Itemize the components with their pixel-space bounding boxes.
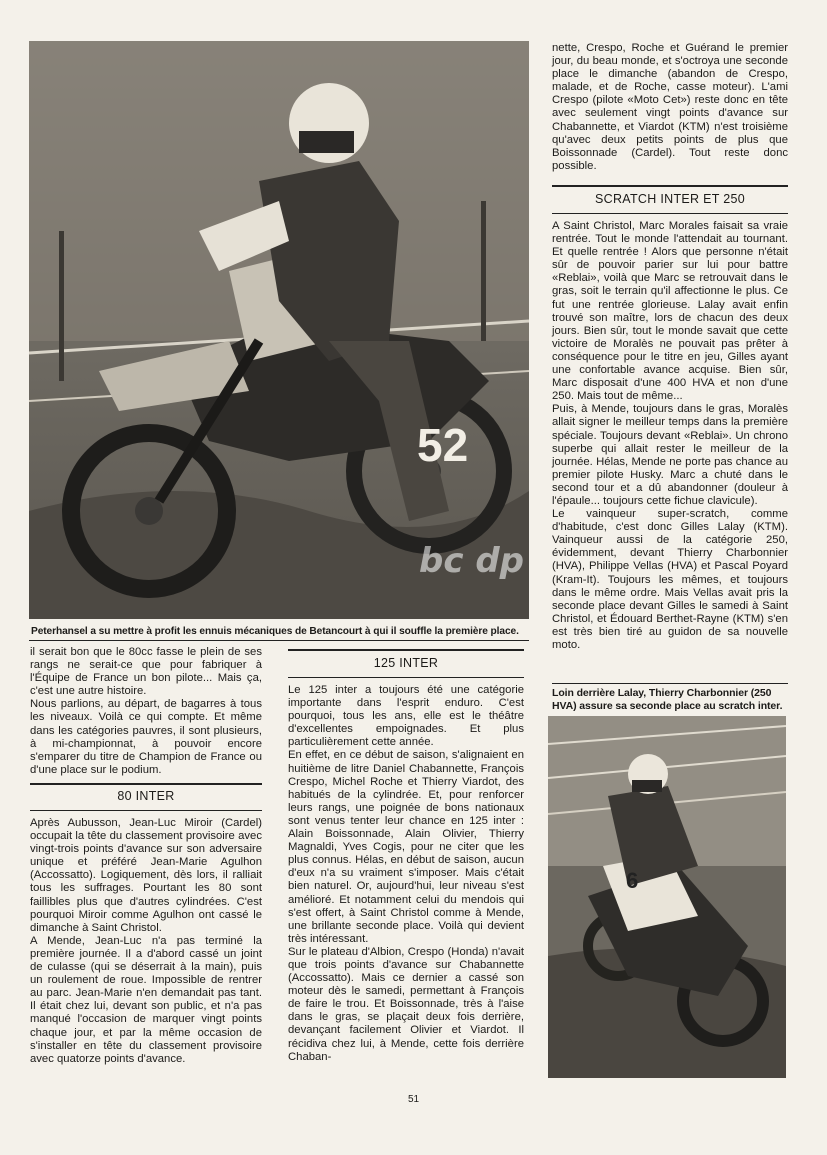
column-3-body [552,220,788,652]
heading-scratch-inter-250: SCRATCH INTER ET 250 [594,192,745,206]
plate-number-bottom: 6 [626,868,639,893]
paragraph: Le vainqueur super-scratch, comme d'habitude, c'est donc Gilles Lalay (KTM). Vainqueur aussi de la catégorie 250, évidemment, devant Thierry Charbonnier (HVA), Philippe Vellas (HVA) et Pascal Poyard (Kram-It). Toujours les mêmes, et toujours dans le même ordre. Mais Vellas avait pris la seconde place devant Gilles le samedi à Saint Christol, et Édouard Berthet-Rayne (KTM) s'en est très bien tiré au guidon de sa nouvelle moto. [552,508,788,651]
column-1-intro [30,646,262,777]
heading-rule-top [288,649,524,651]
paragraph: nette, Crespo, Roche et Guérand le premier jour, du beau monde, et s'octroya une seconde place le dimanche (abandon de Crespo, malade, et de Roche, casse moteur). L'ami Crespo (pilote «Moto Cet») reste donc en tête avec seulement vingt points d'avance sur Chabannette, et Viardot (KTM) n'est troisième qu'avec deux petits points de plus que Boissonnade (Cardel). Tout reste donc possible. [552,42,788,172]
heading-rule-bottom [30,810,262,811]
paragraph: En effet, en ce début de saison, s'alignaient en huitième de litre Daniel Chabannette, François Crespo, Michel Roche et Thierry Viardot, des habitués de la cylindrée. Et, pour renforcer leurs rangs, une poignée de bons nationaux sont venus tenter leur chance en 125 inter : Alain Boissonnade, Alain Olivier, Thierry Magnaldi, Yves Cogis, pour ne citer que les plus connus. Hélas, en début de saison, aucun d'eux n'a su vraiment s'imposer. Mais c'était bien naturel. Or, aujourd'hui, leur niveau s'est amélioré. Et notamment celui du mendois qui s'est offert, à Saint Christol comme à Mende, une brillante seconde place. Voilà qui devient très intéressant. [288,749,524,945]
heading-rule-bottom [552,213,788,214]
paragraph: Après Aubusson, Jean-Luc Miroir (Cardel) occupait la tête du classement provisoire avec vingt-trois points d'avance sur son adversaire unique et préféré Jean-Marie Agulhon (Accossatto). Logiquement, dès lors, il ralliait tous les suffrages. Pourtant les 80 sont faillibles plus que d'autres cylindrées. C'est pourquoi Miroir comme Agulhon ont cassé le dimanche à Saint Christol. [30,817,262,934]
paragraph: Nous parlions, au départ, de bagarres à tous les niveaux. Voilà ce qui compte. Et même dans les catégories pauvres, il sont plusieurs, à mi-championnat, à pouvoir encore s'emparer du titre de Champion de France ou d'une place sur le podium. [30,698,262,776]
page-number: 51 [407,1094,420,1105]
paragraph: A Saint Christol, Marc Morales faisait sa vraie rentrée. Tout le monde l'attendait au tournant. Et quelle rentrée ! Alors que personne n'était sûr de pouvoir parier sur lui pour battre «Reblai», voilà que Marc se retrouvait dans le gras, soit le terrain qu'il affectionne le plus. Ce fut une rentrée glorieuse. Lalay avait enfin trouvé son maître, lors de chacun des deux jours. Bien sûr, tout le monde savait que cette victoire de Moralès ne pouvait pas prêter à conséquence pour le titre en jeu, Gilles ayant une confortable avance acquise. Bien sûr, Marc disposait d'une 400 HVA et non d'une 250. Mais tout de même... [552,220,788,403]
paragraph: il serait bon que le 80cc fasse le plein de ses rangs ne serait-ce que pour fabriquer à l'Équipe de France un bon pilote... Mais ça, c'est une autre histoire. [30,646,262,698]
paragraph: Puis, à Mende, toujours dans le gras, Moralès allait signer le meilleur temps dans la première spéciale. Toujours devant «Reblai». Un chrono superbe qui allait rester le meilleur de la journée. Hélas, Mende ne porte pas chance au premier pilote Husky. Marc a chuté dans le second tour et a dû abandonner (douleur à l'épaule... toujours cette fichue clavicule). [552,403,788,507]
heading-80-inter: 80 INTER [117,789,175,803]
plate-number-top: 52 [417,419,469,471]
heading-rule-top [552,185,788,187]
heading-rule-top [30,783,262,785]
column-1-body [30,817,262,1066]
divider [29,640,529,641]
motocross-rider-image [548,716,786,1078]
motocross-rider-image [29,41,529,619]
paragraph: Sur le plateau d'Albion, Crespo (Honda) n'avait que trois points d'avance sur Chabannette (Accossatto). Mais ce dernier a cassé son moteur dès le samedi, permettant à François de faire le trou. Et Boissonnade, très à l'aise dans le gras, se plaçait deux fois derrière, devançant facilement Olivier et Viardot. Il récidiva chez lui, à Mende, cette fois derrière Chaban- [288,945,524,1063]
top-photo-caption: Peterhansel a su mettre à profit les ennuis mécaniques de Betancourt à qui il souffle la première place. [31,626,519,637]
bottom-photo-caption: Loin derrière Lalay, Thierry Charbonnier (250 HVA) assure sa seconde place au scratch inter. [552,687,783,712]
top-photo [29,41,529,619]
paragraph: A Mende, Jean-Luc n'a pas terminé la première journée. Il a d'abord cassé un joint de culasse (qui se déserrait à la main), puis un roulement de roue. Impossible de rentrer au parc. Jean-Marie n'en demandait pas tant. Il était chez lui, devant son public, et n'a pas manqué l'occasion de marquer vingt points chaque jour, et par la même occasion de s'installer en tête du classement provisoire avec quatorze points d'avance. [30,934,262,1065]
heading-125-inter: 125 INTER [373,656,439,670]
column-3-intro [552,42,788,173]
watermark-logo: bc dp [419,541,525,581]
column-2-body [288,684,524,1064]
divider [552,683,788,684]
bottom-photo [548,716,786,1078]
paragraph: Le 125 inter a toujours été une catégorie importante dans l'esprit enduro. C'est pourquoi, tous les ans, elle est le théâtre d'excellentes empoignades. Et plus particulièrement cette année. [288,684,524,749]
heading-rule-bottom [288,677,524,678]
